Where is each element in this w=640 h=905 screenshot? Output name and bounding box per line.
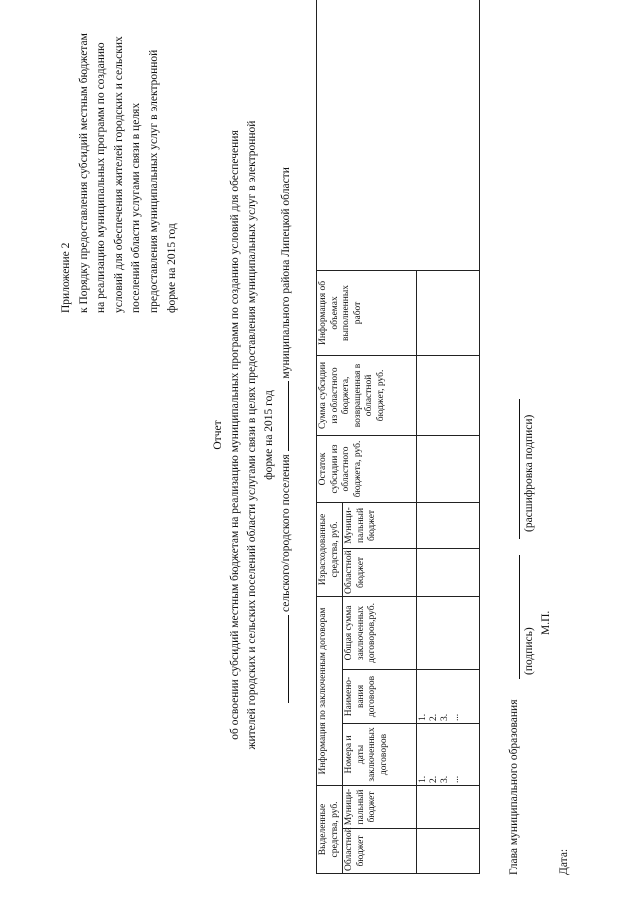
list-item: 2. bbox=[429, 713, 439, 721]
report-title-line: об освоении субсидий местным бюджетам на реализацию муниципальных программ по созданию условий для обеспечения bbox=[229, 130, 241, 740]
header-allocated-regional: Областной бюджет bbox=[343, 829, 417, 874]
cell-spent-municipal bbox=[417, 502, 480, 548]
empty-cell bbox=[317, 0, 480, 270]
appendix-line: на реализацию муниципальных программ по созданию bbox=[95, 42, 108, 313]
signature-decoding-line bbox=[519, 399, 520, 539]
list-item: 3. bbox=[440, 775, 450, 783]
report-table bbox=[316, 0, 480, 874]
settlement-label: сельского/городского поселения bbox=[280, 454, 292, 612]
cell-contract-numbers bbox=[417, 723, 480, 785]
signature-caption: (подпись) bbox=[523, 627, 535, 675]
appendix-line: форме на 2015 год bbox=[165, 223, 178, 313]
list-item: 3. bbox=[440, 713, 450, 721]
cell-returned-subsidy bbox=[417, 355, 480, 435]
cell-works-info bbox=[417, 270, 480, 355]
district-label: муниципального района Липецкой области bbox=[280, 167, 292, 379]
seal-placeholder: М.П. bbox=[540, 610, 552, 635]
signature-line bbox=[519, 555, 520, 679]
date-label: Дата: bbox=[558, 848, 570, 875]
cell-subsidy-balance bbox=[417, 435, 480, 502]
header-spent-funds: Израсходованные средства, руб. bbox=[317, 502, 343, 596]
list-item: ... bbox=[451, 775, 461, 783]
cell-contract-names bbox=[417, 669, 480, 723]
header-contract-numbers: Номера и даты заключенных договоров bbox=[343, 723, 417, 785]
appendix-line: условий для обеспечения жителей городских и сельских bbox=[112, 36, 125, 313]
cell-allocated-regional bbox=[417, 829, 480, 874]
report-title-line: форме на 2015 год bbox=[263, 390, 275, 480]
cell-spent-regional bbox=[417, 548, 480, 596]
list-item: 1. bbox=[418, 775, 428, 783]
header-allocated-municipal: Муници-пальный бюджет bbox=[343, 785, 417, 828]
head-of-municipality-label: Глава муниципального образования bbox=[508, 699, 520, 875]
header-contract-total: Общая сумма заключенных договоров,руб. bbox=[343, 596, 417, 669]
report-title-block bbox=[210, 115, 295, 755]
header-contracts-info: Информация по заключенным договорам bbox=[317, 596, 343, 785]
appendix-line: Приложение 2 bbox=[60, 242, 72, 313]
list-item: 1. bbox=[418, 713, 428, 721]
appendix-note bbox=[58, 33, 181, 313]
header-spent-municipal: Муници-пальный бюджет bbox=[343, 502, 417, 548]
cell-allocated-municipal bbox=[417, 785, 480, 828]
list-item: ... bbox=[451, 713, 461, 721]
appendix-line: к Порядку предоставления субсидий местным бюджетам bbox=[77, 33, 90, 313]
appendix-line: предоставления муниципальных услуг в электронной bbox=[147, 49, 160, 313]
list-item: 2. bbox=[429, 775, 439, 783]
header-allocated-funds: Выделенные средства, руб. bbox=[317, 785, 343, 873]
report-title-line: жителей городских и сельских поселений области услугами связи в целях предоставления муниципальных услуг в электронной bbox=[246, 120, 258, 750]
signature-block bbox=[508, 355, 578, 875]
header-subsidy-balance: Остаток субсидии из областного бюджета, руб. bbox=[317, 435, 417, 502]
cell-contract-total bbox=[417, 596, 480, 669]
settlement-line bbox=[278, 115, 295, 755]
district-name-blank bbox=[278, 381, 289, 451]
settlement-name-blank bbox=[278, 615, 289, 703]
appendix-line: поселений области услугами связи в целях bbox=[130, 102, 143, 313]
report-heading: Отчет bbox=[212, 420, 224, 450]
header-spent-regional: Областной бюджет bbox=[343, 548, 417, 596]
signature-decoding-caption: (расшифровка подписи) bbox=[523, 414, 535, 532]
header-works-info: Информация об объемах выполненных работ bbox=[317, 270, 417, 355]
header-contract-names: Наимено-вания договоров bbox=[343, 669, 417, 723]
header-returned-subsidy: Сумма субсидии из областного бюджета, возвращенная в областной бюджет, руб. bbox=[317, 355, 417, 435]
